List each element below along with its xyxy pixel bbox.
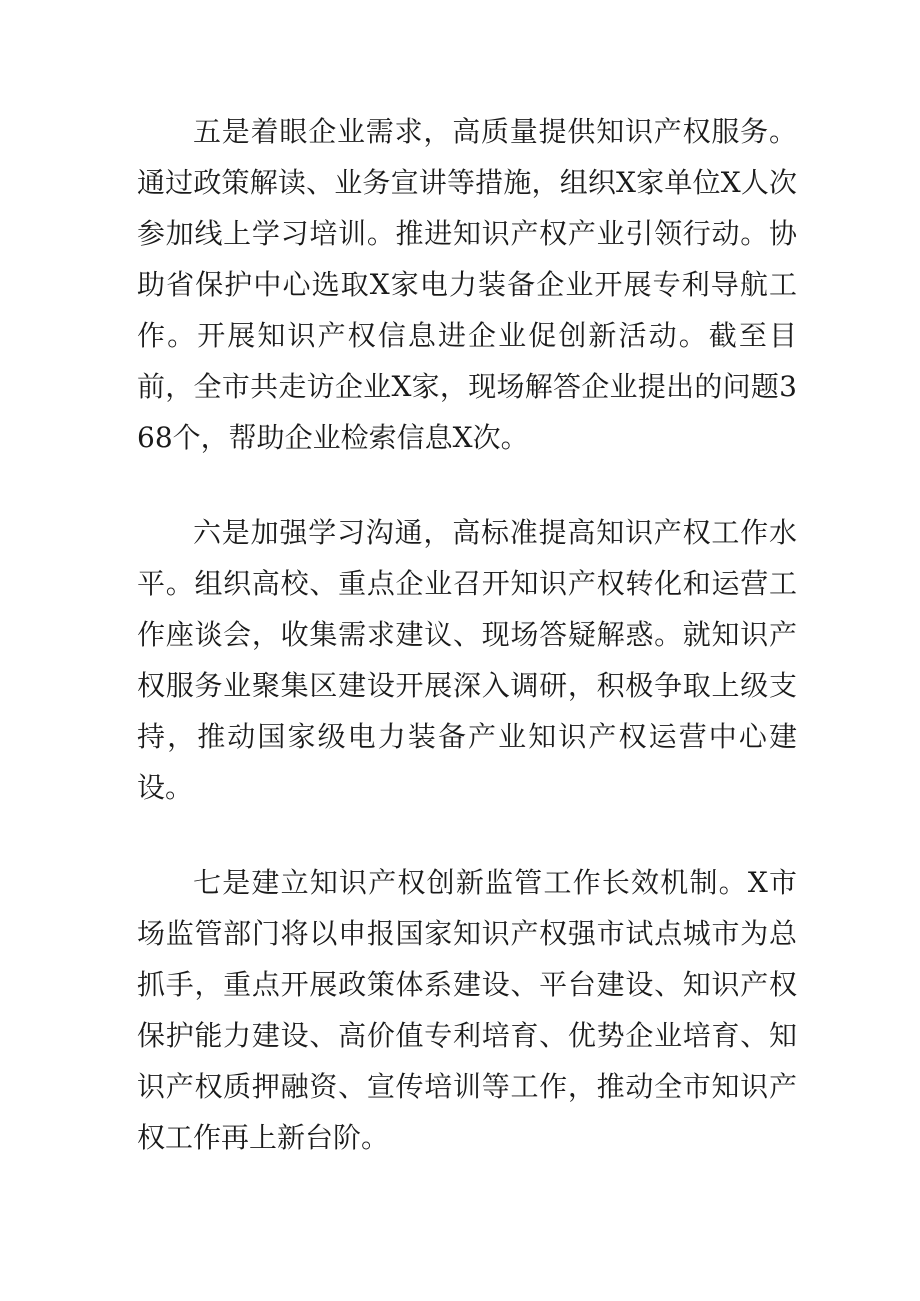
paragraph-seven: 七是建立知识产权创新监管工作长效机制。X市场监管部门将以申报国家知识产权强市试点城市为总抓手，重点开展政策体系建设、平台建设、知识产权保护能力建设、高价值专利培育、优势企业培育、知识产权质押融资、宣传培训等工作，推动全市知识产权工作再上新台阶。 xyxy=(137,866,797,1154)
paragraph-five: 五是着眼企业需求，高质量提供知识产权服务。通过政策解读、业务宣讲等措施，组织X家单位X人次参加线上学习培训。推进知识产权产业引领行动。协助省保护中心选取X家电力装备企业开展专利导航工作。开展知识产权信息进企业促创新活动。截至目前，全市共走访企业X家，现场解答企业提出的问题368个，帮助企业检索信息X次。 xyxy=(137,115,797,454)
document-body xyxy=(137,106,797,1207)
paragraph-six: 六是加强学习沟通，高标准提高知识产权工作水平。组织高校、重点企业召开知识产权转化和运营工作座谈会，收集需求建议、现场答疑解惑。就知识产权服务业聚集区建设开展深入调研，积极争取上级支持，推动国家级电力装备产业知识产权运营中心建设。 xyxy=(137,516,797,804)
